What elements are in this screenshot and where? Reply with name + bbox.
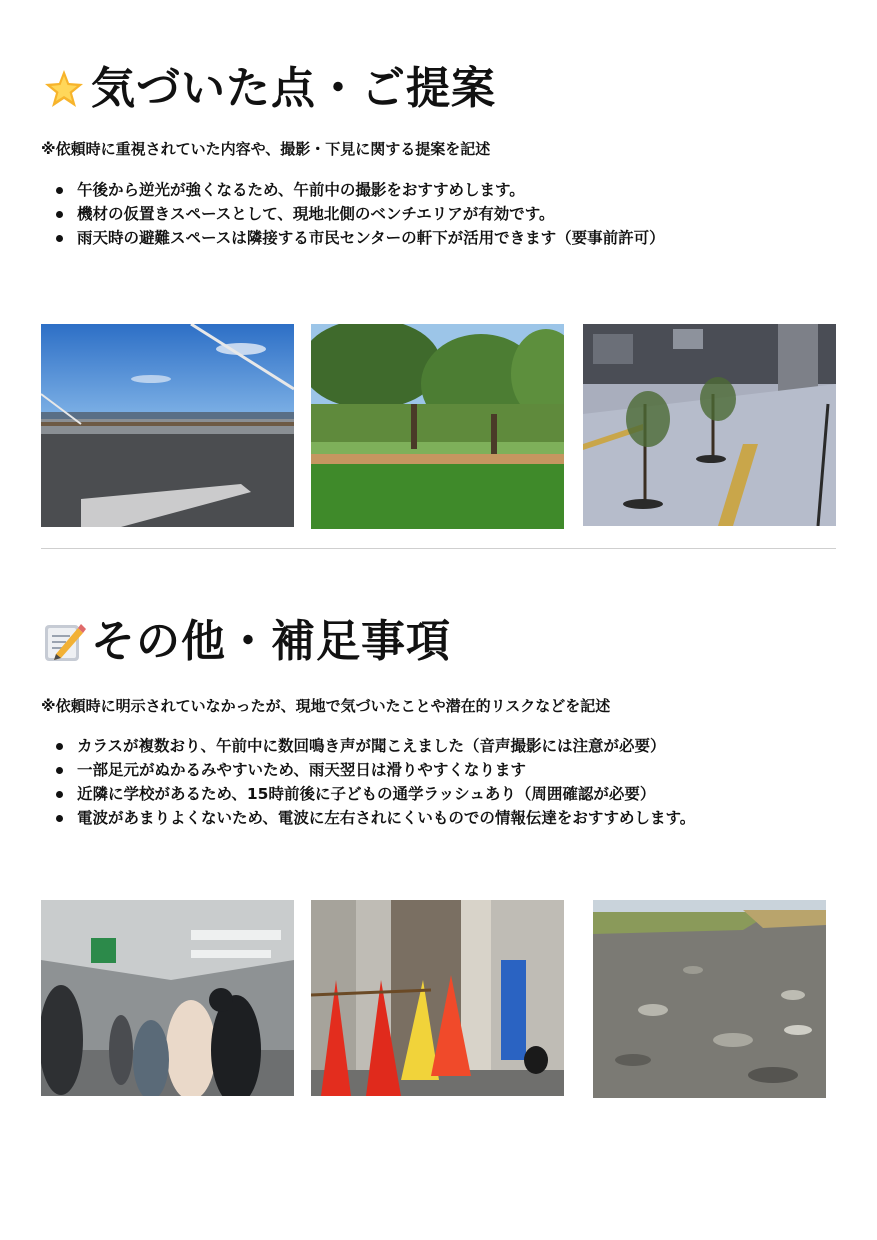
list-item: 一部足元がぬかるみやすいため、雨天翌日は滑りやすくなります: [41, 758, 836, 782]
photo-paved-plaza: [583, 324, 836, 526]
section-additional-notes: [41, 616, 836, 830]
section-note: ※依頼時に重視されていた内容や、撮影・下見に関する提案を記述: [41, 140, 491, 158]
section-title: 気づいた点・ご提案: [91, 63, 496, 114]
photo-riverside-road: [41, 324, 294, 527]
list-item: 午後から逆光が強くなるため、午前中の撮影をおすすめします。: [41, 178, 836, 202]
section-heading: [41, 616, 836, 667]
photo-muddy-ground: [593, 900, 826, 1098]
photo-crowded-corridor: [41, 900, 294, 1096]
section-note: ※依頼時に明示されていなかったが、現地で気づいたことや潜在的リスクなどを記述: [41, 697, 611, 715]
list-item: 電波があまりよくないため、電波に左右されにくいものでの情報伝達をおすすめします。: [41, 806, 836, 830]
section-title: その他・補足事項: [91, 616, 451, 667]
list-item: 機材の仮置きスペースとして、現地北側のベンチエリアが有効です。: [41, 202, 836, 226]
list-item: 雨天時の避難スペースは隣接する市民センターの軒下が活用できます（要事前許可）: [41, 226, 836, 250]
section-heading: [41, 63, 836, 114]
memo-pencil-icon: [41, 619, 87, 665]
bullet-list: [41, 178, 836, 250]
section-divider: [41, 548, 836, 549]
bullet-list: [41, 734, 836, 830]
list-item: 近隣に学校があるため、15時前後に子どもの通学ラッシュあり（周囲確認が必要）: [41, 782, 836, 806]
list-item: カラスが複数おり、午前中に数回鳴き声が聞こえました（音声撮影には注意が必要）: [41, 734, 836, 758]
photo-park-field: [311, 324, 564, 529]
star-icon: [41, 66, 87, 112]
section-suggestions: [41, 63, 836, 250]
photo-traffic-cones: [311, 900, 564, 1096]
